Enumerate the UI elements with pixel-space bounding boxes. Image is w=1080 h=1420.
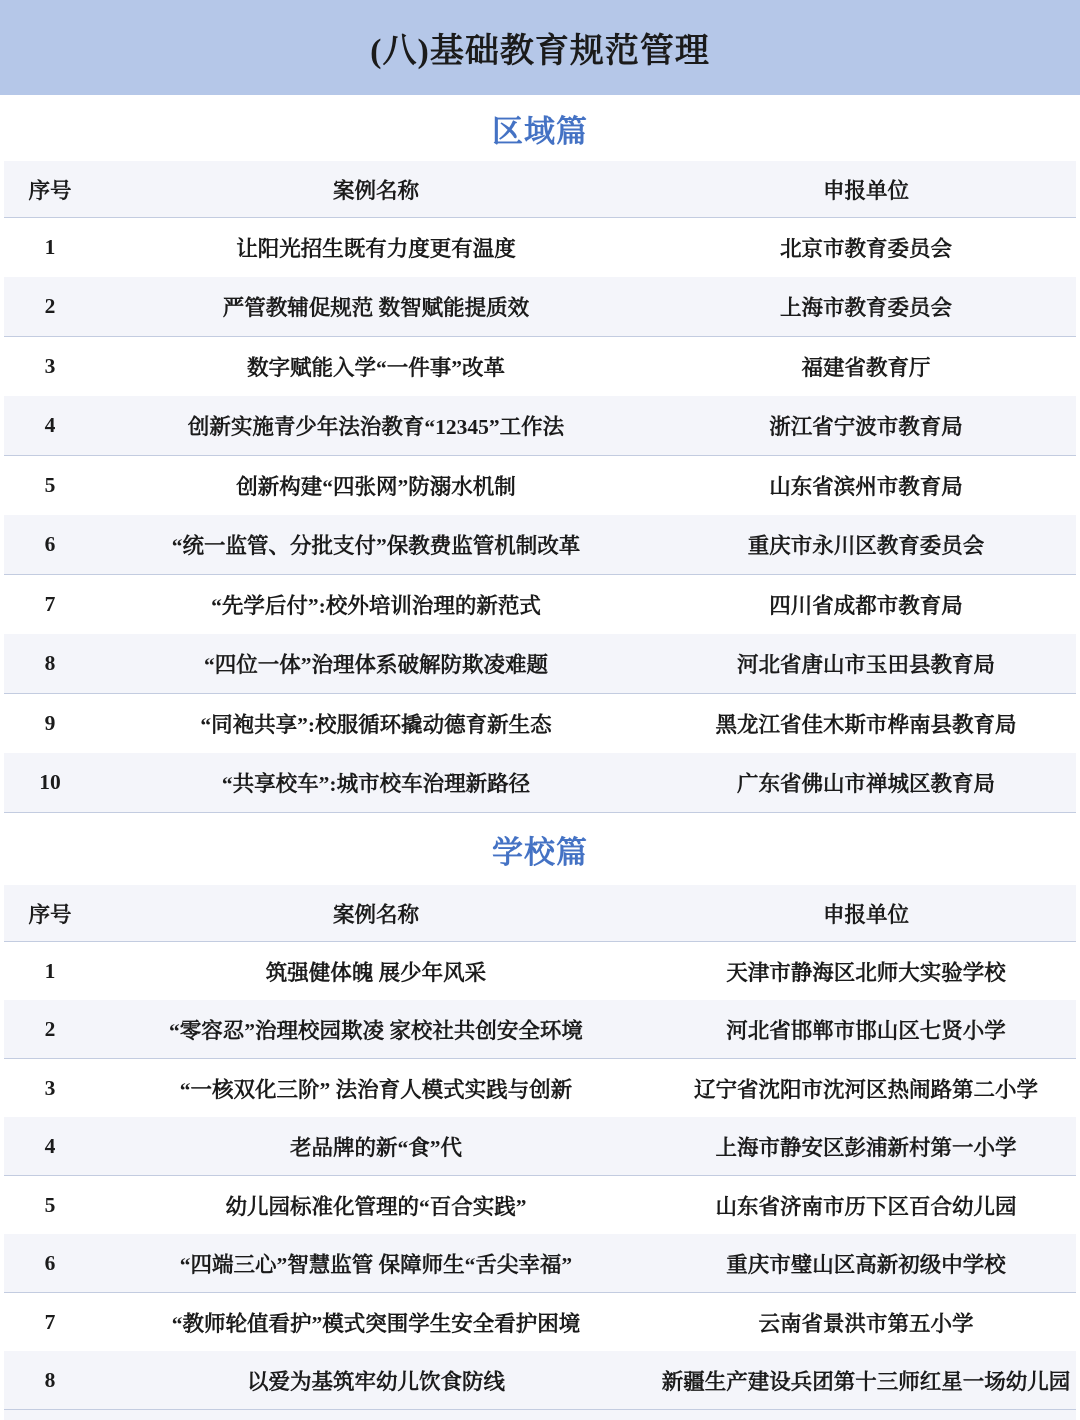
page-title: (八)基础教育规范管理 xyxy=(370,33,710,70)
unit-cell: 重庆市璧山区高新初级中学校 xyxy=(726,1252,1006,1277)
row-number-cell: 8 xyxy=(44,1367,56,1392)
row-number-cell: 10 xyxy=(39,770,61,794)
table-row xyxy=(4,634,1076,694)
row-number-cell: 8 xyxy=(44,651,56,675)
unit-cell: 河北省邯郸市邯山区七贤小学 xyxy=(726,1018,1006,1043)
unit-cell: 广东省佛山市禅城区教育局 xyxy=(736,772,995,796)
case-name-cell: 创新构建“四张网”防溺水机制 xyxy=(236,475,516,499)
row-number-cell: 7 xyxy=(44,592,56,616)
case-name-cell: “统一监管、分批支付”保教费监管机制改革 xyxy=(171,534,581,558)
section-title-region: 区域篇 xyxy=(492,113,588,149)
case-name-cell: 严管教辅促规范 数智赋能提质效 xyxy=(222,296,530,320)
section-title-school: 学校篇 xyxy=(492,834,588,870)
case-name-cell: “同袍共享”:校服循环撬动德育新生态 xyxy=(200,713,552,737)
row-number-cell: 4 xyxy=(44,1133,56,1158)
row-number-cell: 4 xyxy=(44,413,56,437)
case-name-cell: “共享校车”:城市校车治理新路径 xyxy=(221,772,531,796)
row-number-cell: 1 xyxy=(44,958,56,983)
next-row-partial-strip xyxy=(4,1410,1076,1420)
table-row xyxy=(4,694,1076,753)
unit-cell: 新疆生产建设兵团第十三师红星一场幼儿园 xyxy=(661,1369,1071,1394)
case-name-cell: 老品牌的新“食”代 xyxy=(289,1135,462,1160)
row-number-cell: 5 xyxy=(44,1192,56,1217)
header-band xyxy=(0,0,1080,95)
table-row xyxy=(4,753,1076,813)
row-number-cell: 5 xyxy=(44,473,56,497)
unit-cell: 浙江省宁波市教育局 xyxy=(769,415,963,439)
table-row xyxy=(4,1117,1076,1176)
case-name-cell: “四端三心”智慧监管 保障师生“舌尖幸福” xyxy=(179,1252,573,1277)
unit-cell: 山东省济南市历下区百合幼儿园 xyxy=(715,1194,1017,1219)
row-number-cell: 6 xyxy=(44,1250,56,1275)
case-name-cell: “教师轮值看护”模式突围学生安全看护困境 xyxy=(171,1311,581,1336)
table-row xyxy=(4,218,1076,277)
case-name-cell: “先学后付”:校外培训治理的新范式 xyxy=(211,594,541,618)
unit-cell: 辽宁省沈阳市沈河区热闹路第二小学 xyxy=(693,1077,1038,1102)
column-header-no: 序号 xyxy=(28,178,72,203)
case-name-cell: “零容忍”治理校园欺凌 家校社共创安全环境 xyxy=(169,1018,583,1043)
table-row xyxy=(4,277,1076,337)
region-table xyxy=(4,161,1076,813)
table-row xyxy=(4,1351,1076,1410)
case-name-cell: 筑强健体魄 展少年风采 xyxy=(265,960,487,985)
unit-cell: 四川省成都市教育局 xyxy=(769,594,963,618)
case-name-cell: 数字赋能入学“一件事”改革 xyxy=(246,356,505,380)
table-row xyxy=(4,1234,1076,1293)
table-row xyxy=(4,1293,1076,1351)
column-header-case: 案例名称 xyxy=(332,178,419,203)
table-row xyxy=(4,456,1076,515)
unit-cell: 云南省景洪市第五小学 xyxy=(758,1311,974,1336)
table-row xyxy=(4,942,1076,1000)
table-row xyxy=(4,575,1076,634)
table-row xyxy=(4,1000,1076,1059)
row-number-cell: 6 xyxy=(44,532,56,556)
case-name-cell: “四位一体”治理体系破解防欺凌难题 xyxy=(203,653,548,677)
school-table-header-row xyxy=(4,885,1076,942)
unit-cell: 河北省唐山市玉田县教育局 xyxy=(736,653,995,677)
case-name-cell: 创新实施青少年法治教育“12345”工作法 xyxy=(187,415,565,439)
region-table-header-row xyxy=(4,161,1076,218)
case-name-cell: “一核双化三阶” 法治育人模式实践与创新 xyxy=(179,1077,573,1102)
row-number-cell: 2 xyxy=(44,294,56,318)
table-row xyxy=(4,1176,1076,1234)
school-table xyxy=(4,885,1076,1410)
column-header-unit: 申报单位 xyxy=(822,902,909,927)
unit-cell: 福建省教育厅 xyxy=(801,356,931,380)
table-row xyxy=(4,337,1076,396)
unit-cell: 黑龙江省佳木斯市桦南县教育局 xyxy=(715,713,1017,737)
case-name-cell: 让阳光招生既有力度更有温度 xyxy=(236,237,516,261)
table-row xyxy=(4,1059,1076,1117)
unit-cell: 天津市静海区北师大实验学校 xyxy=(726,960,1006,985)
unit-cell: 山东省滨州市教育局 xyxy=(769,475,963,499)
row-number-cell: 7 xyxy=(44,1309,56,1334)
case-name-cell: 以爱为基筑牢幼儿饮食防线 xyxy=(246,1369,505,1394)
unit-cell: 重庆市永川区教育委员会 xyxy=(747,534,985,558)
unit-cell: 北京市教育委员会 xyxy=(779,237,952,261)
row-number-cell: 2 xyxy=(44,1016,56,1041)
row-number-cell: 9 xyxy=(44,711,56,735)
unit-cell: 上海市静安区彭浦新村第一小学 xyxy=(715,1135,1017,1160)
row-number-cell: 1 xyxy=(44,235,56,259)
case-name-cell: 幼儿园标准化管理的“百合实践” xyxy=(225,1194,527,1219)
unit-cell: 上海市教育委员会 xyxy=(779,296,952,320)
column-header-no: 序号 xyxy=(28,902,72,927)
row-number-cell: 3 xyxy=(44,354,56,378)
table-row xyxy=(4,396,1076,456)
column-header-unit: 申报单位 xyxy=(822,178,909,203)
row-number-cell: 3 xyxy=(44,1075,56,1100)
table-row xyxy=(4,515,1076,575)
column-header-case: 案例名称 xyxy=(332,902,419,927)
